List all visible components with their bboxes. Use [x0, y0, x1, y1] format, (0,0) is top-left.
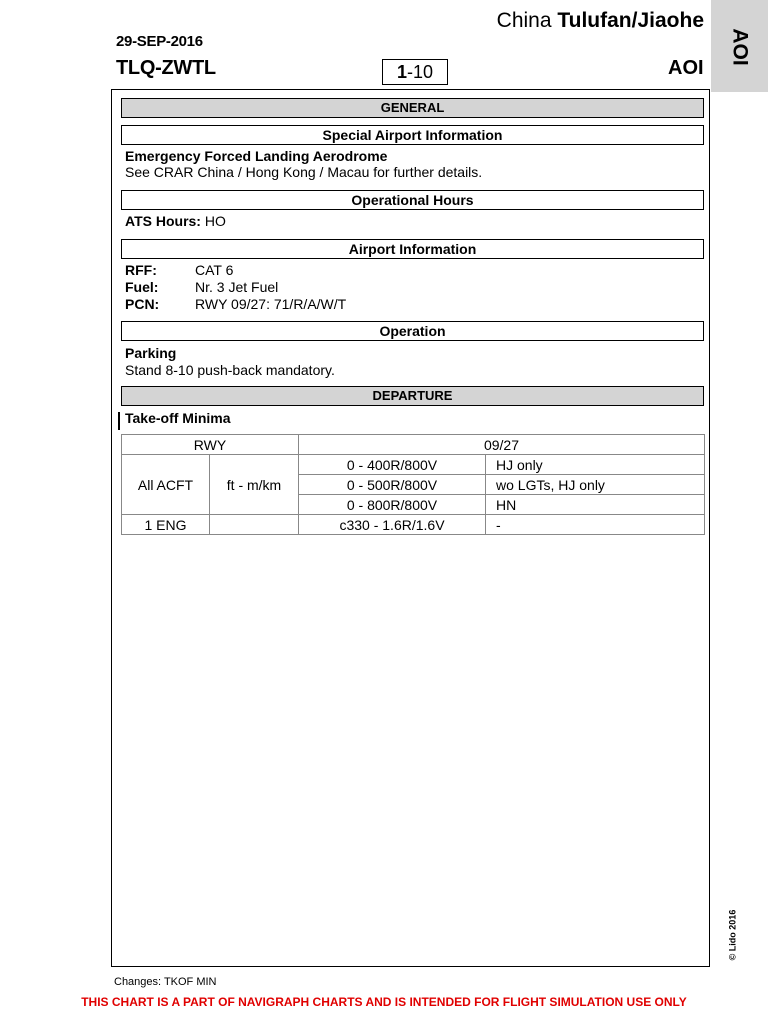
rwy-value: 09/27 [299, 435, 705, 455]
condition-cell: wo LGTs, HJ only [486, 475, 705, 495]
fuel-label: Fuel: [125, 279, 159, 295]
operational-hours-header: Operational Hours [121, 190, 704, 210]
general-header: GENERAL [121, 98, 704, 118]
page-section: 1 [396, 62, 407, 82]
copyright-wrap [725, 905, 739, 965]
ats-hours-line [125, 213, 226, 229]
airport-code: TLQ-ZWTL [116, 57, 216, 79]
emergency-text: See CRAR China / Hong Kong / Macau for further details. [125, 164, 483, 180]
departure-header: DEPARTURE [121, 386, 704, 406]
rff-value: CAT 6 [195, 262, 234, 278]
chart-type: AOI [668, 57, 704, 79]
section-tab-label-wrap [724, 22, 756, 72]
page-number-box [382, 59, 448, 85]
parking-text: Stand 8-10 push-back mandatory. [125, 362, 335, 378]
change-marker [118, 412, 120, 430]
table-row [122, 515, 705, 535]
emergency-title: Emergency Forced Landing Aerodrome [125, 148, 388, 164]
airport-info-header: Airport Information [121, 239, 704, 259]
airport-title [497, 9, 704, 33]
all-acft-cell: All ACFT [122, 455, 210, 515]
table-row [122, 435, 705, 455]
page-separator: - [406, 62, 413, 82]
page-number: 10 [412, 62, 434, 82]
copyright: © Lido 2016 [727, 909, 737, 961]
condition-cell: HN [486, 495, 705, 515]
empty-cell [210, 515, 299, 535]
unit-cell: ft - m/km [210, 455, 299, 515]
ats-value: HO [204, 213, 226, 229]
minima-cell: 0 - 800R/800V [299, 495, 486, 515]
parking-title: Parking [125, 345, 177, 361]
special-info-header: Special Airport Information [121, 125, 704, 145]
simulation-notice: THIS CHART IS A PART OF NAVIGRAPH CHARTS AND IS INTENDED FOR FLIGHT SIMULATION USE ONLY [81, 995, 687, 1009]
section-tab-label: AOI [729, 28, 752, 66]
pcn-label: PCN: [125, 296, 160, 312]
one-eng-cell: 1 ENG [122, 515, 210, 535]
minima-cell: c330 - 1.6R/1.6V [299, 515, 486, 535]
minima-cell: 0 - 400R/800V [299, 455, 486, 475]
chart-date: 29-SEP-2016 [116, 33, 203, 50]
takeoff-minima-table [121, 434, 705, 535]
fuel-value: Nr. 3 Jet Fuel [195, 279, 279, 295]
pcn-value: RWY 09/27: 71/R/A/W/T [195, 296, 347, 312]
rwy-header: RWY [122, 435, 299, 455]
rff-label: RFF: [125, 262, 157, 278]
operation-header: Operation [121, 321, 704, 341]
ats-label: ATS Hours: [125, 213, 201, 229]
airport-name: Tulufan/Jiaohe [557, 9, 704, 32]
takeoff-title: Take-off Minima [125, 410, 231, 426]
condition-cell: HJ only [486, 455, 705, 475]
condition-cell: - [486, 515, 705, 535]
table-row [122, 455, 705, 475]
changes-note: Changes: TKOF MIN [114, 976, 217, 988]
minima-cell: 0 - 500R/800V [299, 475, 486, 495]
country-name: China [496, 9, 552, 32]
